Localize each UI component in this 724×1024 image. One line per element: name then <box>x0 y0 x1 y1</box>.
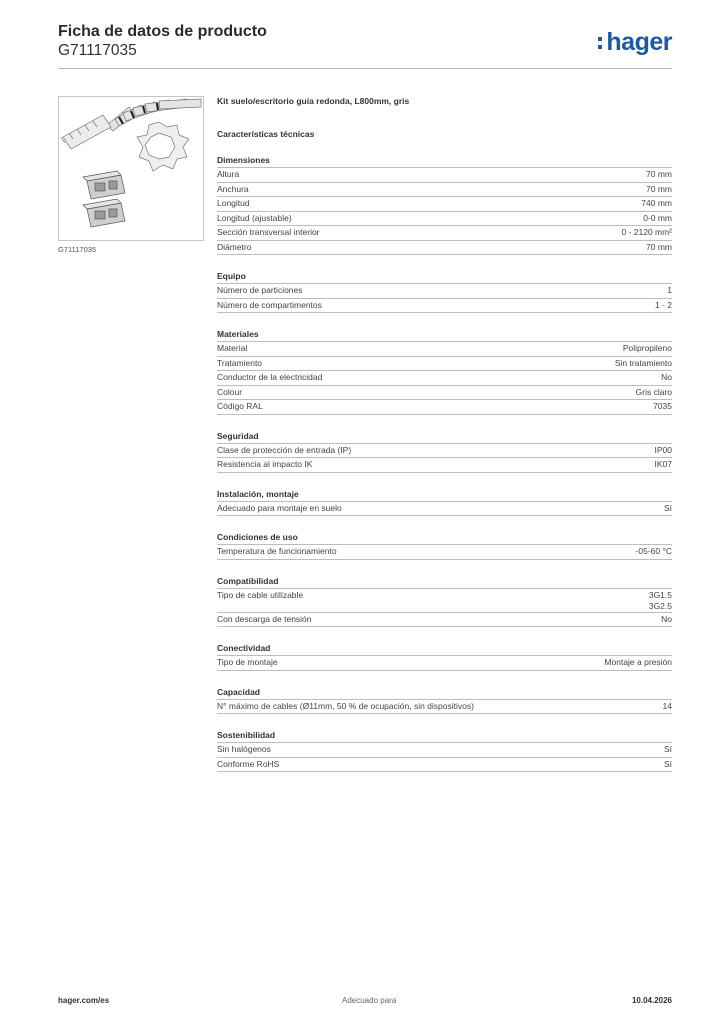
section-title: Seguridad <box>217 430 259 441</box>
spec-row <box>217 457 672 473</box>
spec-value-line: Sí <box>663 758 672 769</box>
spec-label: Longitud (ajustable) <box>217 212 292 223</box>
spec-value-line: 70 mm <box>646 169 672 179</box>
spec-value-line: No <box>661 372 672 382</box>
document-title: Ficha de datos de producto <box>58 23 267 40</box>
spec-value <box>661 372 672 383</box>
spec-row <box>217 544 672 560</box>
section-title: Conectividad <box>217 643 271 653</box>
spec-section <box>217 686 672 715</box>
spec-value <box>636 387 672 398</box>
product-image <box>58 96 204 241</box>
spec-value-line: Sí <box>663 502 672 513</box>
section-title: Sostenibilidad <box>217 730 276 740</box>
spec-value <box>655 445 673 456</box>
spec-label: Temperatura de funcionamiento <box>217 546 337 556</box>
logo-mark-icon <box>598 33 603 53</box>
spec-label: Sección transversal interior <box>217 227 320 237</box>
spec-value-line: 7035 <box>653 401 672 411</box>
spec-value <box>655 300 672 311</box>
cable-spine-kit-icon <box>59 97 203 240</box>
spec-row <box>217 283 672 298</box>
section-title: Condiciones de uso <box>217 532 298 542</box>
spec-row <box>217 225 672 240</box>
spec-label: Diámetro <box>217 241 252 252</box>
spec-row <box>217 612 672 628</box>
spec-value <box>621 227 672 238</box>
spec-row <box>217 240 672 256</box>
spec-value-line: Sin tratamiento <box>614 357 672 368</box>
spec-row <box>217 298 672 314</box>
spec-row <box>217 167 672 182</box>
spec-section <box>217 642 672 671</box>
spec-label: Material <box>217 343 248 353</box>
section-title: Dimensiones <box>217 155 270 165</box>
spec-value-line: 740 mm <box>641 198 672 208</box>
spec-value <box>643 213 672 224</box>
spec-sections <box>217 154 672 772</box>
product-code: G71117035 <box>58 42 137 59</box>
spec-value-line: 3G2.5 <box>648 600 672 611</box>
spec-section <box>217 729 672 772</box>
spec-value-line: 3G1.5 <box>648 589 672 600</box>
section-title: Compatibilidad <box>217 575 279 586</box>
spec-value-line: Polipropileno <box>622 343 672 353</box>
product-specs <box>217 96 672 772</box>
spec-label: Conductor de la electricidad <box>217 372 323 382</box>
product-title: Kit suelo/escritorio guía redonda, L800mm, gris <box>217 96 410 106</box>
spec-value <box>646 184 672 195</box>
spec-label: Longitud <box>217 198 250 208</box>
spec-value-line: No <box>661 613 672 624</box>
spec-value-line: 70 mm <box>646 241 672 252</box>
spec-value-line: IK07 <box>654 459 672 469</box>
spec-row <box>217 443 672 458</box>
spec-row <box>217 655 672 671</box>
spec-label: Sin halógenos <box>217 744 271 754</box>
spec-value <box>649 590 672 612</box>
spec-label: Número de particiones <box>217 285 303 295</box>
spec-label: Adecuado para montaje en suelo <box>217 502 342 513</box>
spec-value <box>646 169 672 180</box>
spec-value <box>646 242 672 253</box>
spec-row <box>217 385 672 400</box>
spec-row <box>217 588 672 612</box>
spec-value-line: IP00 <box>654 444 672 455</box>
spec-label: Conforme RoHS <box>217 758 280 769</box>
spec-value <box>655 459 673 470</box>
spec-row <box>217 196 672 211</box>
spec-section <box>217 328 672 415</box>
spec-value <box>623 343 672 354</box>
spec-value-line: 14 <box>662 700 672 711</box>
spec-row <box>217 370 672 385</box>
document-header <box>58 22 672 60</box>
spec-section <box>217 430 672 473</box>
spec-value <box>653 401 672 412</box>
spec-row <box>217 399 672 415</box>
hager-logo: hager <box>598 28 672 57</box>
spec-value <box>661 614 672 625</box>
spec-label: N° máximo de cables (Ø11mm, 50 % de ocupación, sin dispositivos) <box>217 700 474 711</box>
section-title: Instalación, montaje <box>217 488 299 499</box>
footer-date: 10.04.2026 <box>631 996 672 1005</box>
spec-section <box>217 270 672 313</box>
spec-value-line: -05-60 °C <box>635 546 672 556</box>
spec-value-line: 1 <box>667 285 672 295</box>
spec-label: Tipo de montaje <box>217 657 278 667</box>
technical-features-heading: Características técnicas <box>217 129 315 139</box>
spec-section <box>217 154 672 255</box>
spec-value <box>615 358 672 369</box>
spec-label: Con descarga de tensión <box>217 613 312 624</box>
spec-label: Colour <box>217 386 243 397</box>
spec-value <box>664 744 672 755</box>
spec-value-line: Montaje a presión <box>604 657 672 667</box>
section-title: Capacidad <box>217 686 260 697</box>
spec-row <box>217 211 672 226</box>
spec-label: Tratamiento <box>217 357 263 368</box>
spec-value <box>641 198 672 209</box>
spec-value-line: 0 - 2120 mm² <box>621 227 672 237</box>
spec-label: Clase de protección de entrada (IP) <box>217 444 352 455</box>
spec-value-line: Sí <box>663 744 672 754</box>
spec-value-line: Gris claro <box>635 386 672 397</box>
spec-row <box>217 501 672 517</box>
footer-website-link[interactable]: hager.com/es <box>58 996 110 1005</box>
spec-row <box>217 757 672 773</box>
spec-value <box>604 657 672 668</box>
spec-row <box>217 182 672 197</box>
spec-label: Tipo de cable utilizable <box>217 589 304 600</box>
section-title: Equipo <box>217 271 246 281</box>
spec-value <box>663 701 672 712</box>
spec-label: Altura <box>217 169 240 179</box>
footer-center-text: Adecuado para <box>342 996 397 1005</box>
spec-value <box>636 546 672 557</box>
spec-row <box>217 699 672 715</box>
spec-label: Anchura <box>217 183 249 194</box>
spec-row <box>217 356 672 371</box>
section-title: Materiales <box>217 329 259 339</box>
spec-section <box>217 488 672 517</box>
spec-value <box>664 503 672 514</box>
spec-label: Código RAL <box>217 401 263 411</box>
spec-value-line: 1 - 2 <box>654 299 672 310</box>
spec-value <box>664 759 672 770</box>
spec-row <box>217 341 672 356</box>
header-divider <box>58 68 672 69</box>
spec-value <box>667 285 672 296</box>
spec-value-line: 0-0 mm <box>643 212 672 223</box>
spec-label: Número de compartimentos <box>217 299 322 310</box>
spec-value-line: 70 mm <box>646 183 672 194</box>
spec-section <box>217 531 672 560</box>
spec-row <box>217 742 672 757</box>
image-caption: G71117035 <box>58 245 97 254</box>
spec-section <box>217 575 672 628</box>
spec-label: Resistencia al impacto IK <box>217 459 313 469</box>
